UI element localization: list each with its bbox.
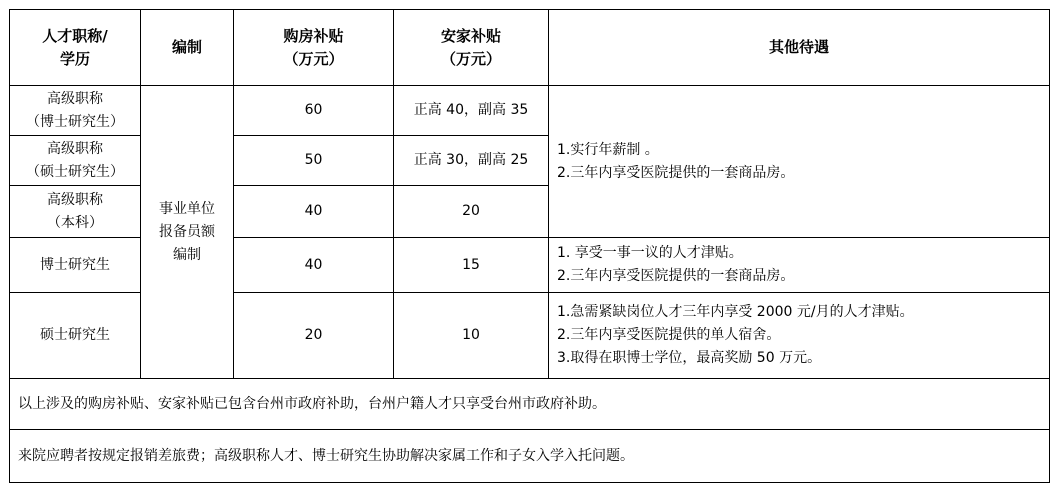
row-title: [10, 136, 141, 186]
header-bianzhi: 编制: [141, 10, 234, 86]
settle-subsidy-value: 正高 40，副高 35: [394, 86, 549, 136]
row-title-line1: 高级职称: [47, 191, 103, 208]
row-title-line1: 高级职称: [47, 90, 103, 107]
talent-subsidy-table: [9, 9, 1050, 483]
header-settle-subsidy: [394, 10, 549, 86]
bianzhi-line2: 报备员额: [159, 223, 215, 240]
house-subsidy-value: 20: [234, 293, 394, 379]
header-house-subsidy: [234, 10, 394, 86]
settle-subsidy-value: 15: [394, 238, 549, 293]
header-title-line2: 学历: [59, 49, 90, 68]
header-other-benefits: 其他待遇: [549, 10, 1050, 86]
row-title: [10, 186, 141, 238]
header-row: [10, 10, 1050, 86]
row-title-line2: （本科）: [47, 214, 103, 231]
house-subsidy-value: 50: [234, 136, 394, 186]
settle-subsidy-value: 20: [394, 186, 549, 238]
header-settle-line2: （万元）: [440, 49, 501, 68]
benefit-line: 2.三年内享受医院提供的单人宿舍。: [557, 327, 781, 343]
note-row: [10, 430, 1050, 483]
table-row: [10, 86, 1050, 136]
row-title: [10, 86, 141, 136]
header-settle-line1: 安家补贴: [440, 26, 501, 45]
benefit-line: 1. 享受一事一议的人才津贴。: [557, 245, 743, 261]
bianzhi-cell: [141, 86, 234, 379]
header-house-line1: 购房补贴: [283, 26, 344, 45]
note-row: [10, 379, 1050, 430]
benefit-line: 1.实行年薪制 。: [557, 141, 659, 158]
row-title: 硕士研究生: [10, 293, 141, 379]
settle-subsidy-value: 10: [394, 293, 549, 379]
travel-note: 来院应聘者按规定报销差旅费；高级职称人才、博士研究生协助解决家属工作和子女入学入托问题。: [10, 430, 1050, 483]
row-title: 博士研究生: [10, 238, 141, 293]
benefit-line: 3.取得在职博士学位，最高奖励 50 万元。: [557, 350, 822, 366]
row-title-line2: （硕士研究生）: [26, 163, 124, 180]
bianzhi-line3: 编制: [173, 246, 201, 263]
benefit-line: 2.三年内享受医院提供的一套商品房。: [557, 164, 795, 181]
benefit-line: 2.三年内享受医院提供的一套商品房。: [557, 268, 795, 284]
row-title-line1: 高级职称: [47, 140, 103, 157]
subsidy-note: 以上涉及的购房补贴、安家补贴已包含台州市政府补助，台州户籍人才只享受台州市政府补助。: [10, 379, 1050, 430]
other-benefits-group1: [549, 86, 1050, 238]
header-title-line1: 人才职称/: [42, 26, 108, 45]
header-house-line2: （万元）: [283, 49, 344, 68]
bianzhi-line1: 事业单位: [159, 200, 215, 217]
row-title-line2: （博士研究生）: [26, 113, 124, 130]
house-subsidy-value: 40: [234, 186, 394, 238]
house-subsidy-value: 40: [234, 238, 394, 293]
header-title: [10, 10, 141, 86]
other-benefits-group3: [549, 293, 1050, 379]
benefit-line: 1.急需紧缺岗位人才三年内享受 2000 元/月的人才津贴。: [557, 304, 914, 320]
house-subsidy-value: 60: [234, 86, 394, 136]
other-benefits-group2: [549, 238, 1050, 293]
settle-subsidy-value: 正高 30，副高 25: [394, 136, 549, 186]
